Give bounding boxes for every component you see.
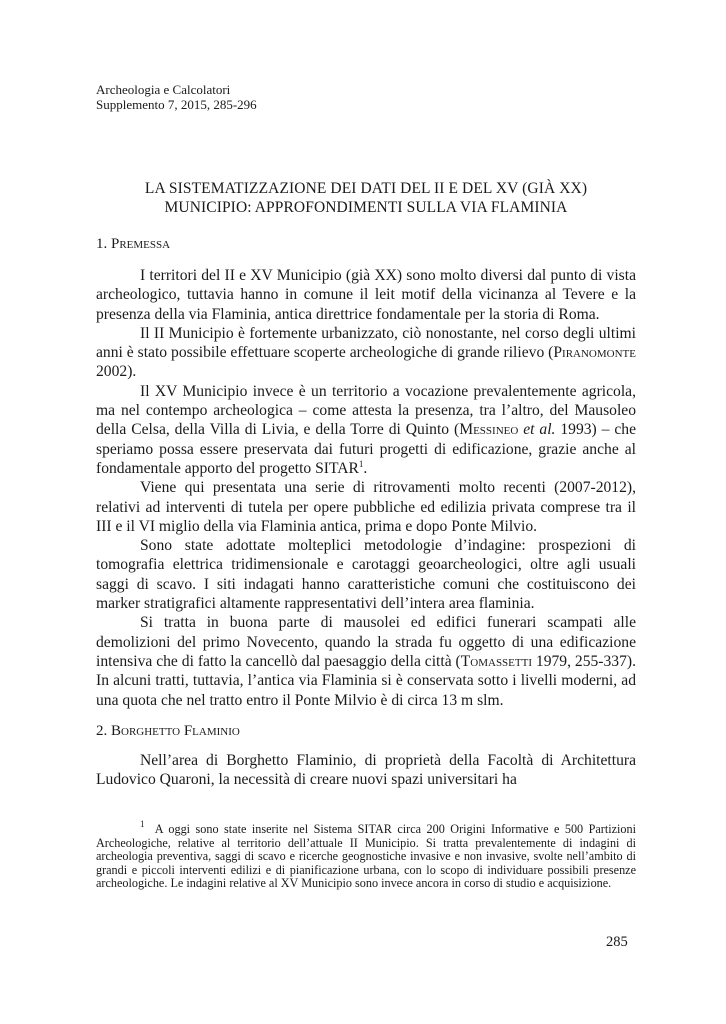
title-line-1: LA SISTEMATIZZAZIONE DEI DATI DEL II E DEL XV (GIÀ XX) [144,180,588,197]
section-2-heading [96,722,240,740]
paragraph-4: Viene qui presentata una serie di ritrovamenti molto recenti (2007-2012), relativi ad interventi di tutela per opere pubbliche ed edilizia privata comprese tra il III e il VI miglio della via Flaminia antica, prima e dopo Ponte Milvio. [96,479,636,535]
journal-issue: Supplemento 7, 2015, 285-296 [96,97,257,112]
footnote-mark: 1 [140,819,145,829]
article-title [96,179,636,217]
citation: Tomassetti [460,652,532,670]
section-1-number: 1. [96,236,108,252]
section-1-title: Premessa [111,236,171,252]
footnote-ref[interactable]: 1 [358,458,364,469]
paragraph-1: I territori del II e XV Municipio (già XX) sono molto diversi dal punto di vista archeologico, tuttavia hanno in comune il leit motif della vicinanza al Tevere e la presenza della via Flaminia, antica direttrice fondamentale per la storia di Roma. [96,267,636,323]
paragraph-6: Si tratta in buona parte di mausolei ed edifici funerari scampati alle demolizioni del primo Novecento, quando la strada fu oggetto di una edificazione intensiva che di fatto la cancellò dal paesaggio della città (Tomassetti 1979, 255-337). In alcuni tratti, tuttavia, l’antica via Flaminia si è conservata sotto i livelli moderni, ad una quota che nel tratto entro il Ponte Milvio è di circa 13 m slm. [96,614,636,709]
section-2-body [96,751,636,790]
section-1-body [96,266,636,710]
journal-name: Archeologia e Calcolatori [96,82,231,97]
paragraph-3: Il XV Municipio invece è un territorio a vocazione prevalentemente agricola, ma nel contempo archeologica – come attesta la presenza, tra l’altro, del Mausoleo della Celsa, della Villa di Livia, e della Torre di Quinto (Messineo et al. 1993) – che speriamo possa essere preservata dai futuri progetti di edificazione, grazie anche al fondamentale apporto del progetto SITAR$^1$. [96,382,636,477]
citation: Messineo [459,421,519,439]
title-line-2: MUNICIPIO: APPROFONDIMENTI SULLA VIA FLAMINIA [164,199,568,216]
footnote-text: A oggi sono state inserite nel Sistema SITAR circa 200 Origini Informative e 500 Partizioni Archeologiche, relative al territorio dell’attuale II Municipio. Si tratta prevalentemente di indagini di archeologia preventiva, saggi di scavo e ricerche geognostiche invasive e non invasive, svolte nell’ambito di grandi e piccoli interventi edilizi e di pianificazione urbana, con lo scopo di individuare possibili presenze archeologiche. Le indagini relative al XV Municipio sono invece ancora in corso di studio e acquisizione. [96,822,637,891]
paragraph-2: Il II Municipio è fortemente urbanizzato, ciò nonostante, nel corso degli ultimi anni è stato possibile effettuare scoperte archeologiche di grande rilievo (Piranomonte 2002). [96,324,636,381]
paragraph-5: Sono state adottate molteplici metodologie d’indagine: prospezioni di tomografia elettrica tridimensionale e carotaggi geoarcheologici, oltre agli usuali saggi di scavo. I siti indagati hanno caratteristiche comuni che costituiscono dei marker stratigrafici altamente rappresentativi dell’intera area flaminia. [96,537,636,613]
citation-etal: et al. [523,421,556,439]
section-1-heading [96,235,170,253]
footnote [96,819,637,891]
section-2-title: Borghetto Flaminio [111,723,240,739]
journal-header [96,82,257,112]
citation: Piranomonte [553,344,636,362]
paragraph-7: Nell’area di Borghetto Flaminio, di proprietà della Facoltà di Architettura Ludovico Quaroni, la necessità di creare nuovi spazi universitari ha [96,752,636,789]
section-2-number: 2. [96,723,108,739]
page-number: 285 [606,934,628,950]
